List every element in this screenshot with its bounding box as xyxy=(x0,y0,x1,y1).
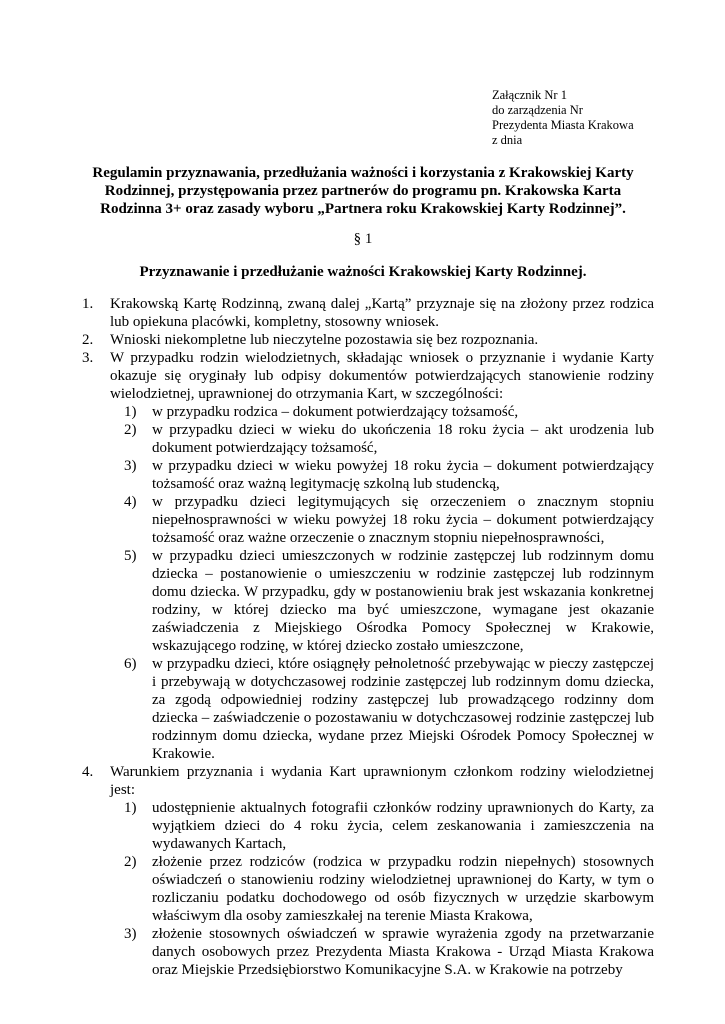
sub-item-text: w przypadku dzieci w wieku powyżej 18 roku życia – dokument potwierdzający tożsamość oraz ważną legitymację szkolną lub studencką, xyxy=(152,458,654,492)
item-text: Wnioski niekompletne lub nieczytelne pozostawia się bez rozpoznania. xyxy=(110,332,539,348)
item-text: Warunkiem przyznania i wydania Kart uprawnionym członkom rodziny wielodzietnej jest: xyxy=(110,764,654,798)
document-title: Regulamin przyznawania, przedłużania ważności i korzystania z Krakowskiej Karty Rodzinnej, przystępowania przez partnerów do programu pn. Krakowska Karta Rodzinna 3+ oraz zasady wyboru „Partnera roku Krakowskiej Karty Rodzinnej”. xyxy=(92,165,634,217)
section-heading: Przyznawanie i przedłużanie ważności Krakowskiej Karty Rodzinnej. xyxy=(139,264,587,280)
annex-line: Prezydenta Miasta Krakowa xyxy=(492,118,634,132)
sub-item-text: w przypadku dzieci legitymujących się orzeczeniem o znacznym stopniu niepełnosprawności w wieku powyżej 18 roku życia – dokument potwierdzający tożsamość oraz ważne orzeczenie o znacznym stopniu niepełnosprawności, xyxy=(152,494,654,546)
sub-item-text: złożenie przez rodziców (rodzica w przypadku rodzin niepełnych) stosownych oświadczeń o stanowieniu rodziny wielodzietnej uprawnionej do Karty, w tym o rozliczaniu podatku dochodowego od osób fizycznych w urzędzie skarbowym właściwym dla osoby zamieszkałej na terenie Miasta Krakowa, xyxy=(152,854,654,924)
sub-item-number: 5) xyxy=(124,548,137,564)
sub-list-item xyxy=(82,403,654,421)
item-text: Krakowską Kartę Rodzinną, zwaną dalej „Kartą” przyznaje się na złożony przez rodzica lub opiekuna placówki, kompletny, stosowny wniosek. xyxy=(110,296,654,330)
sub-list-item xyxy=(82,853,654,925)
sub-list-item xyxy=(82,925,654,979)
sub-item-number: 3) xyxy=(124,458,137,474)
sub-item-text: w przypadku rodzica – dokument potwierdzający tożsamość, xyxy=(152,404,519,420)
sub-item-number: 2) xyxy=(124,854,137,870)
sub-list-item xyxy=(82,493,654,547)
annex-line: do zarządzenia Nr xyxy=(492,103,583,117)
list-item xyxy=(82,331,654,349)
sub-list-item xyxy=(82,421,654,457)
sub-list-item xyxy=(82,547,654,655)
sub-list-item xyxy=(82,799,654,853)
item-text: W przypadku rodzin wielodzietnych, składając wniosek o przyznanie i wydanie Karty okazuje się oryginały lub odpisy dokumentów potwierdzających stanowienie rodziny wielodzietnej, uprawnionej do otrzymania Kart, w szczególności: xyxy=(110,350,654,402)
list-item xyxy=(82,295,654,331)
sub-list-item xyxy=(82,457,654,493)
item-number: 3. xyxy=(82,350,94,366)
sub-item-number: 2) xyxy=(124,422,137,438)
sub-item-text: w przypadku dzieci umieszczonych w rodzinie zastępczej lub rodzinnym domu dziecka – postanowienie o umieszczeniu w rodzinie zastępczej lub rodzinnym domu dziecka. W przypadku, gdy w postanowieniu brak jest wskazania konkretnej rodziny, w której dziecko ma być umieszczone, wymagane jest okazanie zaświadczenia z Miejskiego Ośrodka Pomocy Społecznej w Krakowie, wskazującego rodzinę, w której dziecko zostało umieszczone, xyxy=(152,548,654,654)
regulation-list xyxy=(82,295,654,979)
sub-list-item xyxy=(82,655,654,763)
list-item xyxy=(82,349,654,403)
list-item xyxy=(82,763,654,799)
annex-line: Załącznik Nr 1 xyxy=(492,88,567,102)
sub-item-text: udostępnienie aktualnych fotografii członków rodziny uprawnionych do Karty, za wyjątkiem dzieci do 4 roku życia, celem zeskanowania i zamieszczenia na wydawanych Kartach, xyxy=(152,800,654,852)
sub-item-number: 4) xyxy=(124,494,137,510)
item-number: 4. xyxy=(82,764,94,780)
sub-item-text: w przypadku dzieci w wieku do ukończenia 18 roku życia – akt urodzenia lub dokument potwierdzający tożsamość, xyxy=(152,422,654,456)
section-sign: § 1 xyxy=(353,231,373,247)
annex-line: z dnia xyxy=(492,133,523,147)
sub-item-number: 6) xyxy=(124,656,137,672)
sub-item-number: 1) xyxy=(124,800,137,816)
annex-header xyxy=(492,88,692,148)
sub-item-number: 1) xyxy=(124,404,137,420)
item-number: 1. xyxy=(82,296,94,312)
sub-item-text: złożenie stosownych oświadczeń w sprawie wyrażenia zgody na przetwarzanie danych osobowych przez Prezydenta Miasta Krakowa - Urząd Miasta Krakowa oraz Miejskie Przedsiębiorstwo Komunikacyjne S.A. w Krakowie na potrzeby xyxy=(152,926,654,978)
sub-item-number: 3) xyxy=(124,926,137,942)
item-number: 2. xyxy=(82,332,94,348)
sub-item-text: w przypadku dzieci, które osiągnęły pełnoletność przebywając w pieczy zastępczej i przebywają w dotychczasowej rodzinie zastępczej lub rodzinnym domu dziecka, za zgodą odpowiedniej rodziny zastępczej lub prowadzącego rodzinny dom dziecka – zaświadczenie o pozostawaniu w dotychczasowej rodzinie zastępczej lub rodzinnym domu dziecka, wydane przez Miejski Ośrodek Pomocy Społecznej w Krakowie. xyxy=(152,656,654,762)
